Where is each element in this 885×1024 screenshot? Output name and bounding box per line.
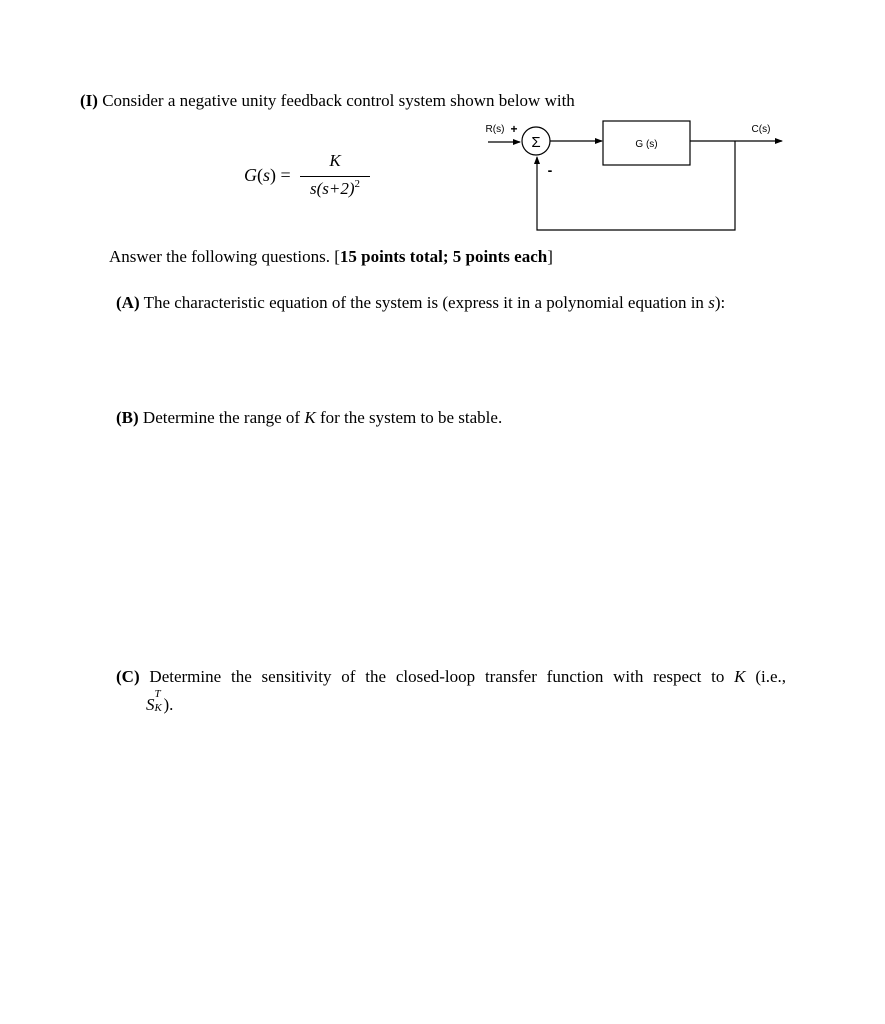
instructions-close: ] [547,247,553,266]
block-diagram [470,112,800,238]
denominator-exponent: 2 [354,178,361,190]
summing-symbol: Σ [531,134,541,151]
question-c-text: Determine the sensitivity of the closed-loop transfer function with respect to [149,667,735,686]
question-b-text: Determine the range of [142,408,305,427]
transfer-function-numerator: K [329,151,341,170]
sensitivity-symbol: S [146,695,155,714]
question-a-text: The characteristic equation of the system is (express it in a polynomial equation in [143,293,709,312]
sensitivity-subscript: K [154,702,162,714]
question-c-label: (C) [116,667,140,686]
question-b-text-after: for the system to be stable. [315,408,503,427]
output-label: C(s) [751,124,771,135]
question-a-label: (A) [116,293,140,312]
sensitivity-end: ). [163,695,174,714]
question-c-var: K [734,667,746,686]
denominator-base: s(s+2) [309,179,355,198]
fraction-bar [300,176,370,177]
problem-label: (I) [80,91,98,110]
minus-sign: - [547,162,553,178]
question-c [116,667,786,687]
instructions-text: Answer the following questions. [ [109,247,340,266]
question-b [116,408,502,428]
question-a-end: ): [714,293,726,312]
question-b-var: K [304,408,316,427]
points-note: 15 points total; 5 points each [339,247,548,266]
problem-intro-text: Consider a negative unity feedback control system shown below with [102,91,575,110]
plus-sign: + [510,122,518,136]
transfer-function-lhs: G(s) = [244,165,291,185]
plant-block-label: G (s) [635,139,658,150]
problem-intro [80,91,575,111]
question-b-label: (B) [116,408,139,427]
sensitivity-superscript: T [154,688,161,700]
input-label: R(s) [485,124,505,135]
question-a [116,293,725,313]
instructions [109,247,553,267]
question-a-var: s [708,293,715,312]
transfer-function-denominator [300,179,370,199]
question-c-text-after: (i.e., [745,667,786,686]
sensitivity-expression [146,688,174,715]
